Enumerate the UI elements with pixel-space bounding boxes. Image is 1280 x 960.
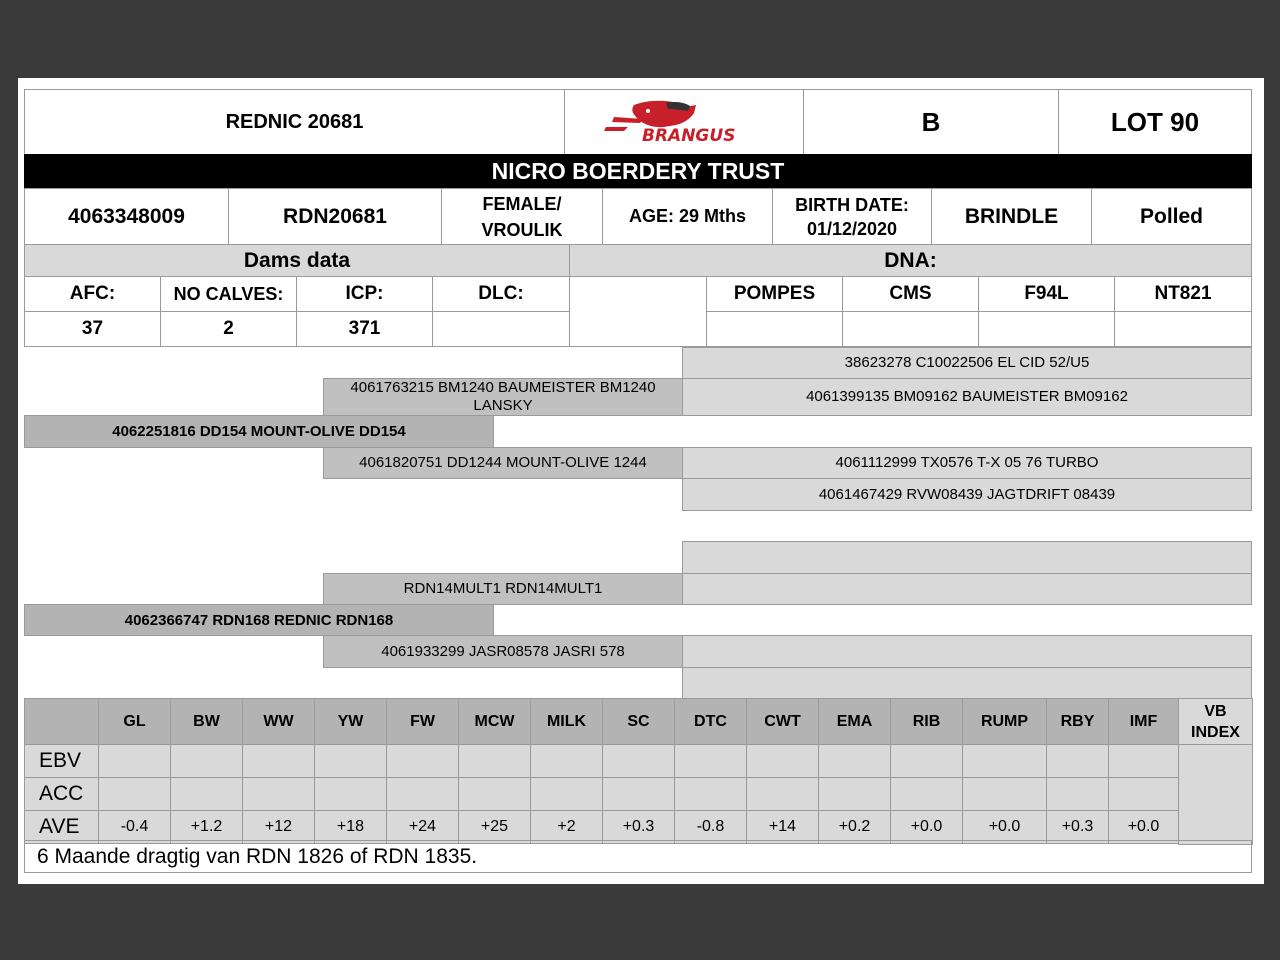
nt821-label: NT821: [1114, 276, 1252, 312]
ebv-ave-rby: +0.3: [1046, 810, 1109, 844]
age: AGE: 29 Mths: [602, 188, 773, 245]
ebv-ebv-cwt: [746, 744, 819, 778]
ebv-acc-rib: [890, 777, 963, 811]
ebv-ave-sc: +0.3: [602, 810, 675, 844]
ebv-ave-bw: +1.2: [170, 810, 243, 844]
ebv-ebv-ww: [242, 744, 315, 778]
ebv-ebv-milk: [530, 744, 603, 778]
ebv-ebv-sc: [602, 744, 675, 778]
ebv-ebv-gl: [98, 744, 171, 778]
no-calves-label: NO CALVES:: [160, 276, 297, 312]
ebv-acc-dtc: [674, 777, 747, 811]
ebv-ebv-rib: [890, 744, 963, 778]
afc-label: AFC:: [24, 276, 161, 312]
sire-sire: 4061763215 BM1240 BAUMEISTER BM1240 LANSKY: [323, 378, 683, 416]
ebv-acc-rump: [962, 777, 1047, 811]
lot-card: [18, 78, 1264, 884]
ebv-ebv-bw: [170, 744, 243, 778]
ebv-acc-bw: [170, 777, 243, 811]
ebv-ebv-ema: [818, 744, 891, 778]
vb-index-header: VB INDEX: [1178, 698, 1253, 745]
ebv-acc-sc: [602, 777, 675, 811]
cms-label: CMS: [842, 276, 979, 312]
ebv-ebv-mcw: [458, 744, 531, 778]
ebv-acc-mcw: [458, 777, 531, 811]
ebv-acc-milk: [530, 777, 603, 811]
ebv-acc-rby: [1046, 777, 1109, 811]
ebv-ebv-imf: [1108, 744, 1179, 778]
sire-sire-sire: 38623278 C10022506 EL CID 52/U5: [682, 347, 1252, 379]
ebv-ebv-dtc: [674, 744, 747, 778]
ebv-header-dtc: DTC: [674, 698, 747, 745]
ebv-header-ww: WW: [242, 698, 315, 745]
ebv-ebv-yw: [314, 744, 387, 778]
ebv-ave-cwt: +14: [746, 810, 819, 844]
ebv-header-sc: SC: [602, 698, 675, 745]
icp-value: 371: [296, 311, 433, 347]
sex: FEMALE/ VROULIK: [441, 188, 603, 245]
animal-name: REDNIC 20681: [24, 89, 565, 155]
vb-index-value: [1178, 744, 1253, 845]
ebv-acc-ww: [242, 777, 315, 811]
ebv-ave-milk: +2: [530, 810, 603, 844]
afc-value: 37: [24, 311, 161, 347]
colour: BRINDLE: [931, 188, 1092, 245]
ebv-header-rib: RIB: [890, 698, 963, 745]
sire: 4062251816 DD154 MOUNT-OLIVE DD154: [24, 415, 494, 448]
ebv-acc-fw: [386, 777, 459, 811]
dam: 4062366747 RDN168 REDNIC RDN168: [24, 604, 494, 636]
ebv-ebv-rump: [962, 744, 1047, 778]
ebv-acc-imf: [1108, 777, 1179, 811]
ebv-ave-dtc: -0.8: [674, 810, 747, 844]
id-number: 4063348009: [24, 188, 229, 245]
ebv-header-yw: YW: [314, 698, 387, 745]
ebv-row-label-ebv: EBV: [24, 744, 99, 778]
lot-number: LOT 90: [1058, 89, 1252, 155]
f94l-label: F94L: [978, 276, 1115, 312]
dlc-label: DLC:: [432, 276, 570, 312]
ebv-ave-yw: +18: [314, 810, 387, 844]
ebv-ebv-rby: [1046, 744, 1109, 778]
dna-title: DNA:: [569, 244, 1252, 277]
logo-text: BRANGUS: [642, 126, 736, 146]
dams-data-title: Dams data: [24, 244, 570, 277]
ebv-ebv-fw: [386, 744, 459, 778]
ebv-acc-gl: [98, 777, 171, 811]
dam-sire: RDN14MULT1 RDN14MULT1: [323, 573, 683, 605]
birth-date: BIRTH DATE: 01/12/2020: [772, 188, 932, 245]
ebv-ave-ema: +0.2: [818, 810, 891, 844]
ebv-header-cwt: CWT: [746, 698, 819, 745]
ebv-ave-gl: -0.4: [98, 810, 171, 844]
ebv-corner-cell: [24, 698, 99, 745]
ebv-header-fw: FW: [386, 698, 459, 745]
no-calves-value: 2: [160, 311, 297, 347]
sire-dam-dam: 4061467429 RVW08439 JAGTDRIFT 08439: [682, 478, 1252, 511]
ebv-header-milk: MILK: [530, 698, 603, 745]
sire-sire-dam: 4061399135 BM09162 BAUMEISTER BM09162: [682, 378, 1252, 416]
ebv-header-rby: RBY: [1046, 698, 1109, 745]
ebv-header-bw: BW: [170, 698, 243, 745]
ebv-acc-yw: [314, 777, 387, 811]
ebv-acc-cwt: [746, 777, 819, 811]
ebv-ave-rump: +0.0: [962, 810, 1047, 844]
tag-number: RDN20681: [228, 188, 442, 245]
owner-banner: NICRO BOERDERY TRUST: [24, 154, 1252, 189]
horn-status: Polled: [1091, 188, 1252, 245]
ebv-ave-mcw: +25: [458, 810, 531, 844]
ebv-ave-ww: +12: [242, 810, 315, 844]
sire-dam: 4061820751 DD1244 MOUNT-OLIVE 1244: [323, 447, 683, 479]
ebv-ave-rib: +0.0: [890, 810, 963, 844]
ebv-header-ema: EMA: [818, 698, 891, 745]
pregnancy-note: 6 Maande dragtig van RDN 1826 of RDN 1835.: [24, 840, 1252, 873]
ebv-header-rump: RUMP: [962, 698, 1047, 745]
ebv-ave-fw: +24: [386, 810, 459, 844]
ebv-acc-ema: [818, 777, 891, 811]
grade: B: [803, 89, 1059, 155]
sire-dam-sire: 4061112999 TX0576 T-X 05 76 TURBO: [682, 447, 1252, 479]
ebv-header-gl: GL: [98, 698, 171, 745]
ebv-header-mcw: MCW: [458, 698, 531, 745]
ebv-ave-imf: +0.0: [1108, 810, 1179, 844]
ebv-row-label-acc: ACC: [24, 777, 99, 811]
ebv-row-label-ave: AVE: [24, 810, 99, 844]
ebv-header-imf: IMF: [1108, 698, 1179, 745]
pompes-label: POMPES: [706, 276, 843, 312]
dam-dam: 4061933299 JASR08578 JASRI 578: [323, 635, 683, 668]
ebv-table: [18, 78, 1264, 884]
icp-label: ICP:: [296, 276, 433, 312]
